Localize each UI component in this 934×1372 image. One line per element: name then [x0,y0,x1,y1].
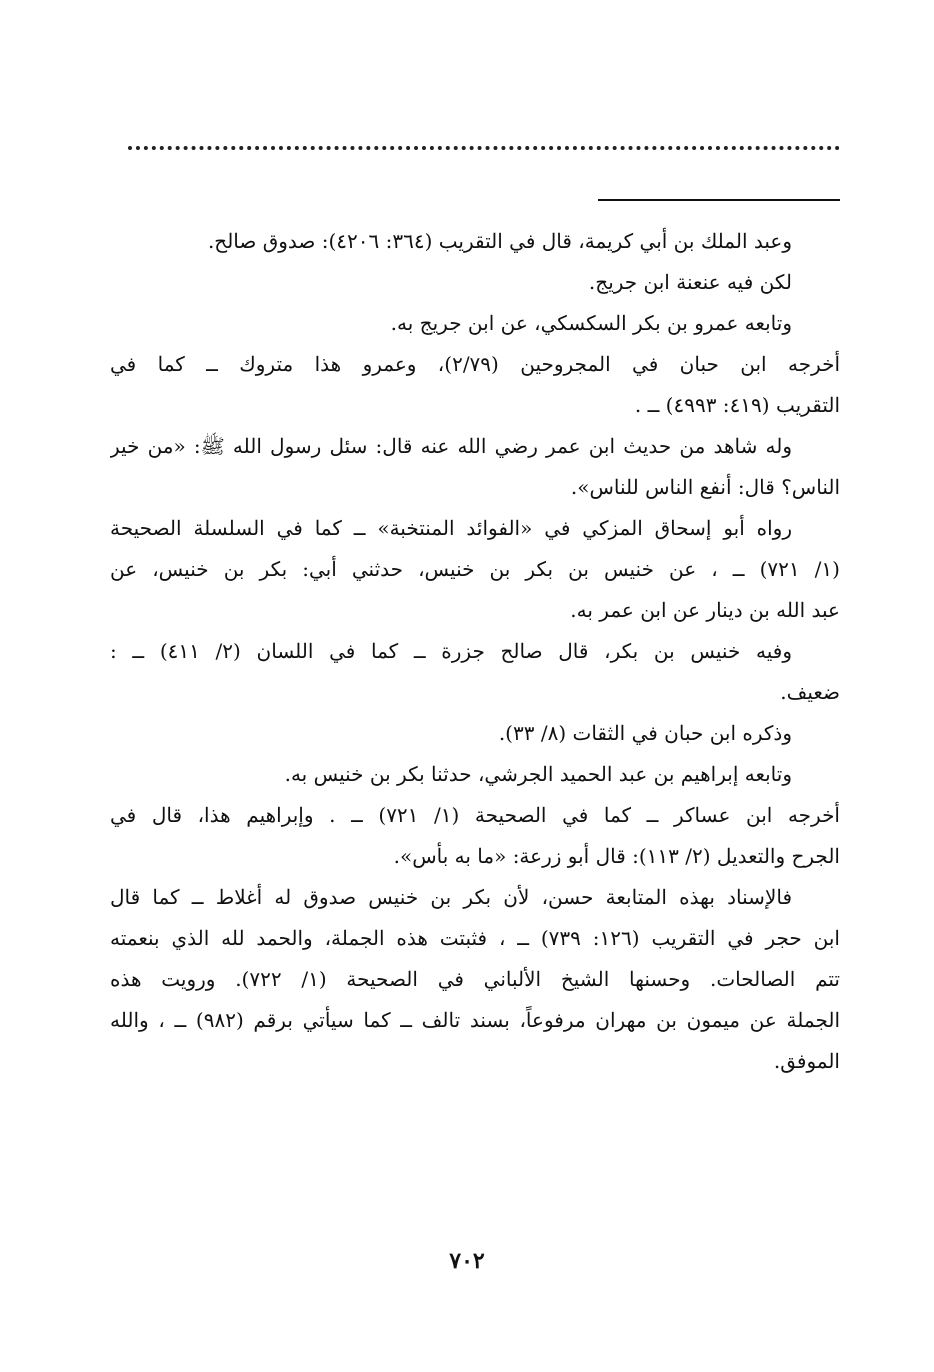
footnote-text [110,221,840,1082]
text-line: (١/ ٧٢١) ــ ، عن خنيس بن بكر بن خنيس، حدثني أبي: بكر بن خنيس، عن [110,557,840,581]
text-line: أخرجه ابن حبان في المجروحين (٢/٧٩)، وعمرو هذا متروك ــ كما في [110,352,840,376]
text-line: الموفق. [773,1049,840,1073]
dotted-separator [128,146,840,154]
text-line: ضعيف. [780,680,840,704]
text-line: فالإسناد بهذه المتابعة حسن، لأن بكر بن خنيس صدوق له أغلاط ــ كما قال [110,885,792,909]
text-line: وتابعه إبراهيم بن عبد الحميد الجرشي، حدثنا بكر بن خنيس به. [284,762,792,786]
text-line: الجرح والتعديل (٢/ ١١٣): قال أبو زرعة: «ما به بأس». [393,844,840,868]
text-line: الجملة عن ميمون بن مهران مرفوعاً، بسند تالف ــ كما سيأتي برقم (٩٨٢) ــ ، والله [110,1008,840,1032]
text-line: وعبد الملك بن أبي كريمة، قال في التقريب (٣٦٤: ٤٢٠٦): صدوق صالح. [207,229,792,253]
text-line: عبد الله بن دينار عن ابن عمر به. [570,598,840,622]
text-line: وله شاهد من حديث ابن عمر رضي الله عنه قال: سئل رسول الله ﷺ: «من خير [110,434,792,458]
text-line: ابن حجر في التقريب (١٢٦: ٧٣٩) ــ ، فثبتت هذه الجملة، والحمد لله الذي بنعمته [110,926,840,950]
text-line: وذكره ابن حبان في الثقات (٨/ ٣٣). [498,721,792,745]
text-line: لكن فيه عنعنة ابن جريج. [588,270,792,294]
text-line: التقريب (٤١٩: ٤٩٩٣) ــ . [634,393,840,417]
text-line: رواه أبو إسحاق المزكي في «الفوائد المنتخبة» ــ كما في السلسلة الصحيحة [110,516,792,540]
text-line: الناس؟ قال: أنفع الناس للناس». [570,475,840,499]
text-line: أخرجه ابن عساكر ــ كما في الصحيحة (١/ ٧٢١) ــ . وإبراهيم هذا، قال في [110,803,840,827]
text-line: تتم الصالحات. وحسنها الشيخ الألباني في الصحيحة (١/ ٧٢٢). ورويت هذه [110,967,840,991]
footnote-rule [598,199,840,201]
text-line: وفيه خنيس بن بكر، قال صالح جزرة ــ كما في اللسان (٢/ ٤١١) ــ : [110,639,792,663]
text-line: وتابعه عمرو بن بكر السكسكي، عن ابن جريج به. [390,311,792,335]
page-number: ٧٠٢ [449,1248,485,1274]
